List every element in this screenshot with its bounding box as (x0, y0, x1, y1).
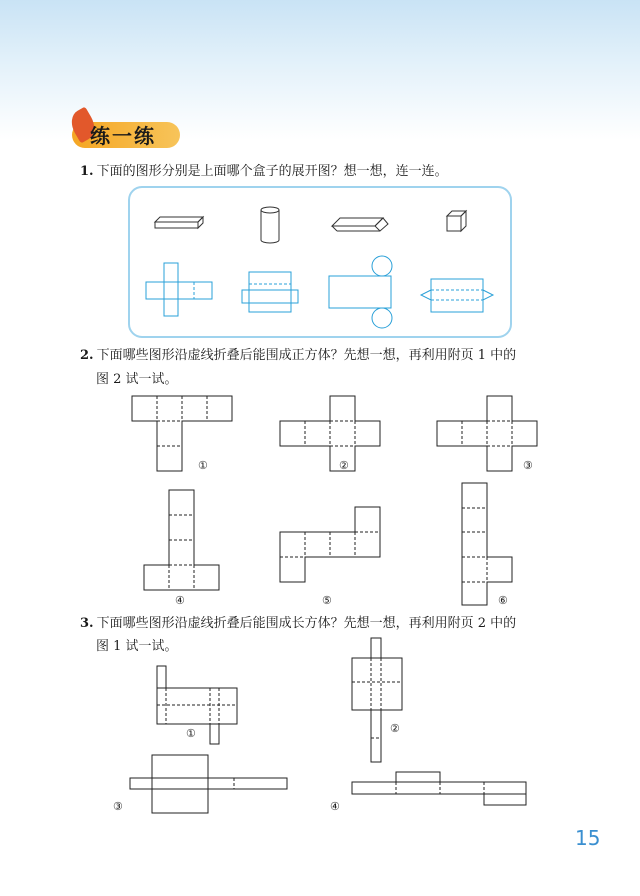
q2-label-3: ③ (523, 459, 533, 472)
cuboid-net-1 (157, 666, 237, 744)
q2-label-6: ⑥ (498, 594, 508, 607)
question-1: 1. 下面的图形分别是上面哪个盒子的展开图？想一想，连一连。 (80, 164, 448, 179)
q2-label-5: ⑤ (322, 594, 332, 607)
page-number: 15 (575, 826, 601, 850)
cuboid-net-4 (352, 772, 526, 805)
q2-label-2: ② (339, 459, 349, 472)
section-title: 练一练 (90, 124, 156, 148)
question-2-continuation: 图 2 试一试。 (96, 372, 178, 387)
q3-label-1: ① (186, 727, 196, 740)
question-3: 3. 下面哪些图形沿虚线折叠后能围成长方体？先想一想，再利用附页 2 中的 (80, 616, 517, 631)
question-2: 2. 下面哪些图形沿虚线折叠后能围成正方体？先想一想，再利用附页 1 中的 (80, 348, 517, 363)
cuboid-net-2 (352, 638, 402, 762)
q2-label-1: ① (198, 459, 208, 472)
cuboid-net-3 (130, 755, 287, 813)
q3-label-3: ③ (113, 800, 123, 813)
question-3-continuation: 图 1 试一试。 (96, 639, 178, 654)
q3-label-4: ④ (330, 800, 340, 813)
q2-label-4: ④ (175, 594, 185, 607)
q3-label-2: ② (390, 722, 400, 735)
